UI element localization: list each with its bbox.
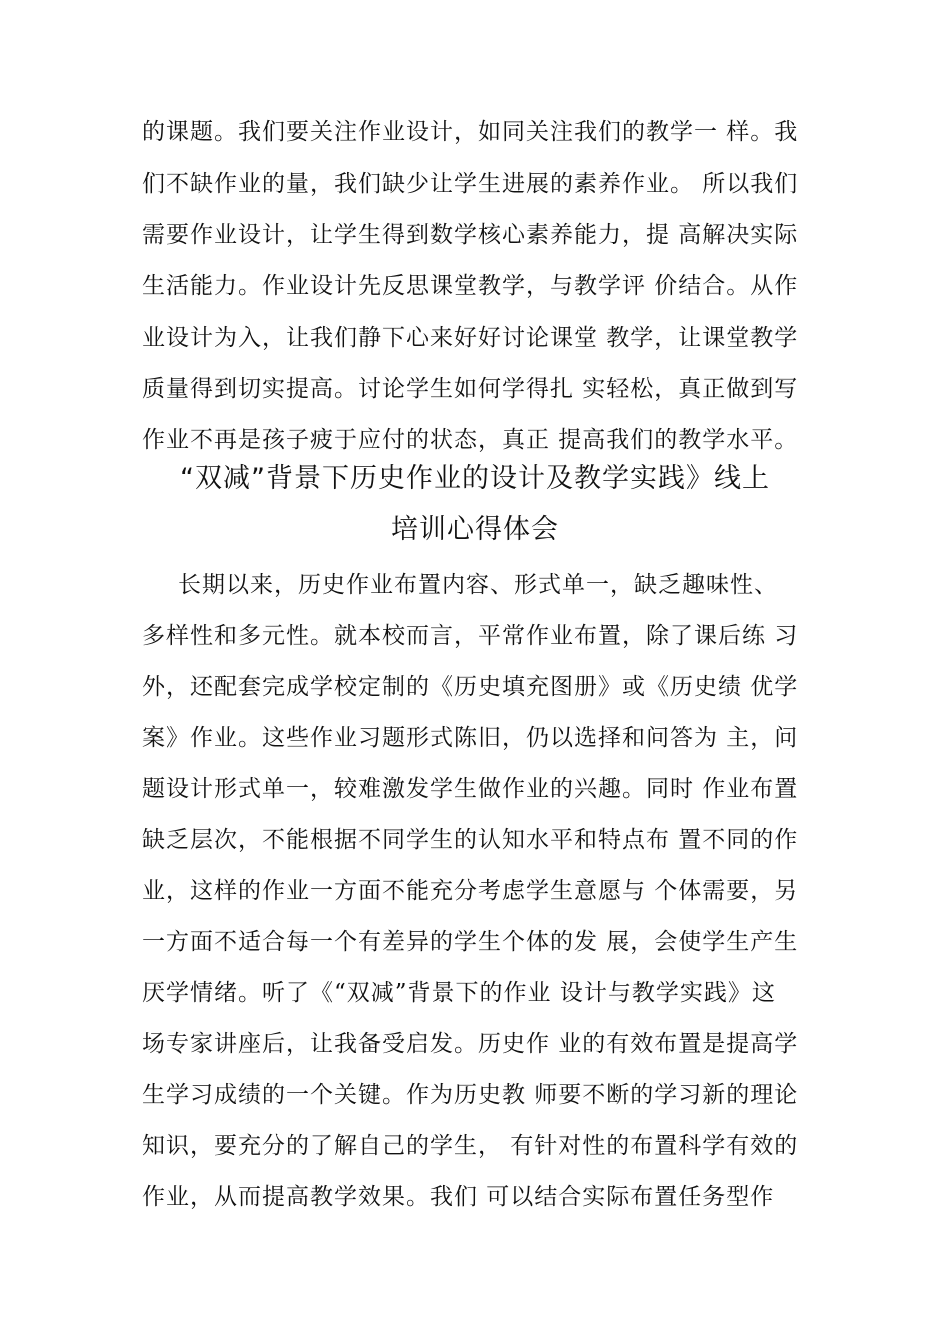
paragraph-line: 厌学情绪。听了《“双减”背景下的作业 设计与教学实践》这 [142, 980, 776, 1006]
paragraph-line: 生活能力。作业设计先反思课堂教学，与教学评 价结合。从作 [142, 273, 799, 299]
paragraph-line: 长期以来，历史作业布置内容、形式单一，缺乏趣味性、 [178, 572, 778, 598]
paragraph-line: 质量得到切实提高。讨论学生如何学得扎 实轻松，真正做到写 [142, 376, 799, 402]
paragraph-line: 需要作业设计，让学生得到数学核心素养能力，提 高解决实际 [142, 222, 799, 248]
article-title-line-2: 培训心得体会 [391, 514, 559, 545]
article-title-line-1: “双减”背景下历史作业的设计及教学实践》线上 [180, 463, 770, 494]
paragraph-line: 多样性和多元性。就本校而言，平常作业布置，除了课后练 习 [142, 623, 799, 649]
paragraph-line: 们不缺作业的量，我们缺少让学生进展的素养作业。 所以我们 [142, 171, 799, 197]
paragraph-line: 作业不再是孩子疲于应付的状态，真正 提高我们的教学水平。 [142, 427, 799, 453]
paragraph-line: 场专家讲座后，让我备受启发。历史作 业的有效布置是提高学 [142, 1031, 799, 1057]
paragraph-line: 题设计形式单一，较难激发学生做作业的兴趣。同时 作业布置 [142, 776, 799, 802]
paragraph-line: 一方面不适合每一个有差异的学生个体的发 展，会使学生产生 [142, 929, 799, 955]
paragraph-line: 案》作业。这些作业习题形式陈旧，仍以选择和问答为 主，问 [142, 725, 799, 751]
paragraph-line: 缺乏层次，不能根据不同学生的认知水平和特点布 置不同的作 [142, 827, 799, 853]
paragraph-line: 的课题。我们要关注作业设计，如同关注我们的教学一 样。我 [142, 119, 799, 145]
paragraph-line: 作业，从而提高教学效果。我们 可以结合实际布置任务型作 [142, 1184, 775, 1210]
paragraph-line: 知识，要充分的了解自己的学生， 有针对性的布置科学有效的 [142, 1133, 799, 1159]
paragraph-line: 业，这样的作业一方面不能充分考虑学生意愿与 个体需要，另 [142, 878, 799, 904]
paragraph-line: 外，还配套完成学校定制的《历史填充图册》或《历史绩 优学 [142, 674, 799, 700]
paragraph-line: 生学习成绩的一个关键。作为历史教 师要不断的学习新的理论 [142, 1082, 799, 1108]
paragraph-line: 业设计为入，让我们静下心来好好讨论课堂 教学，让课堂教学 [142, 325, 799, 351]
